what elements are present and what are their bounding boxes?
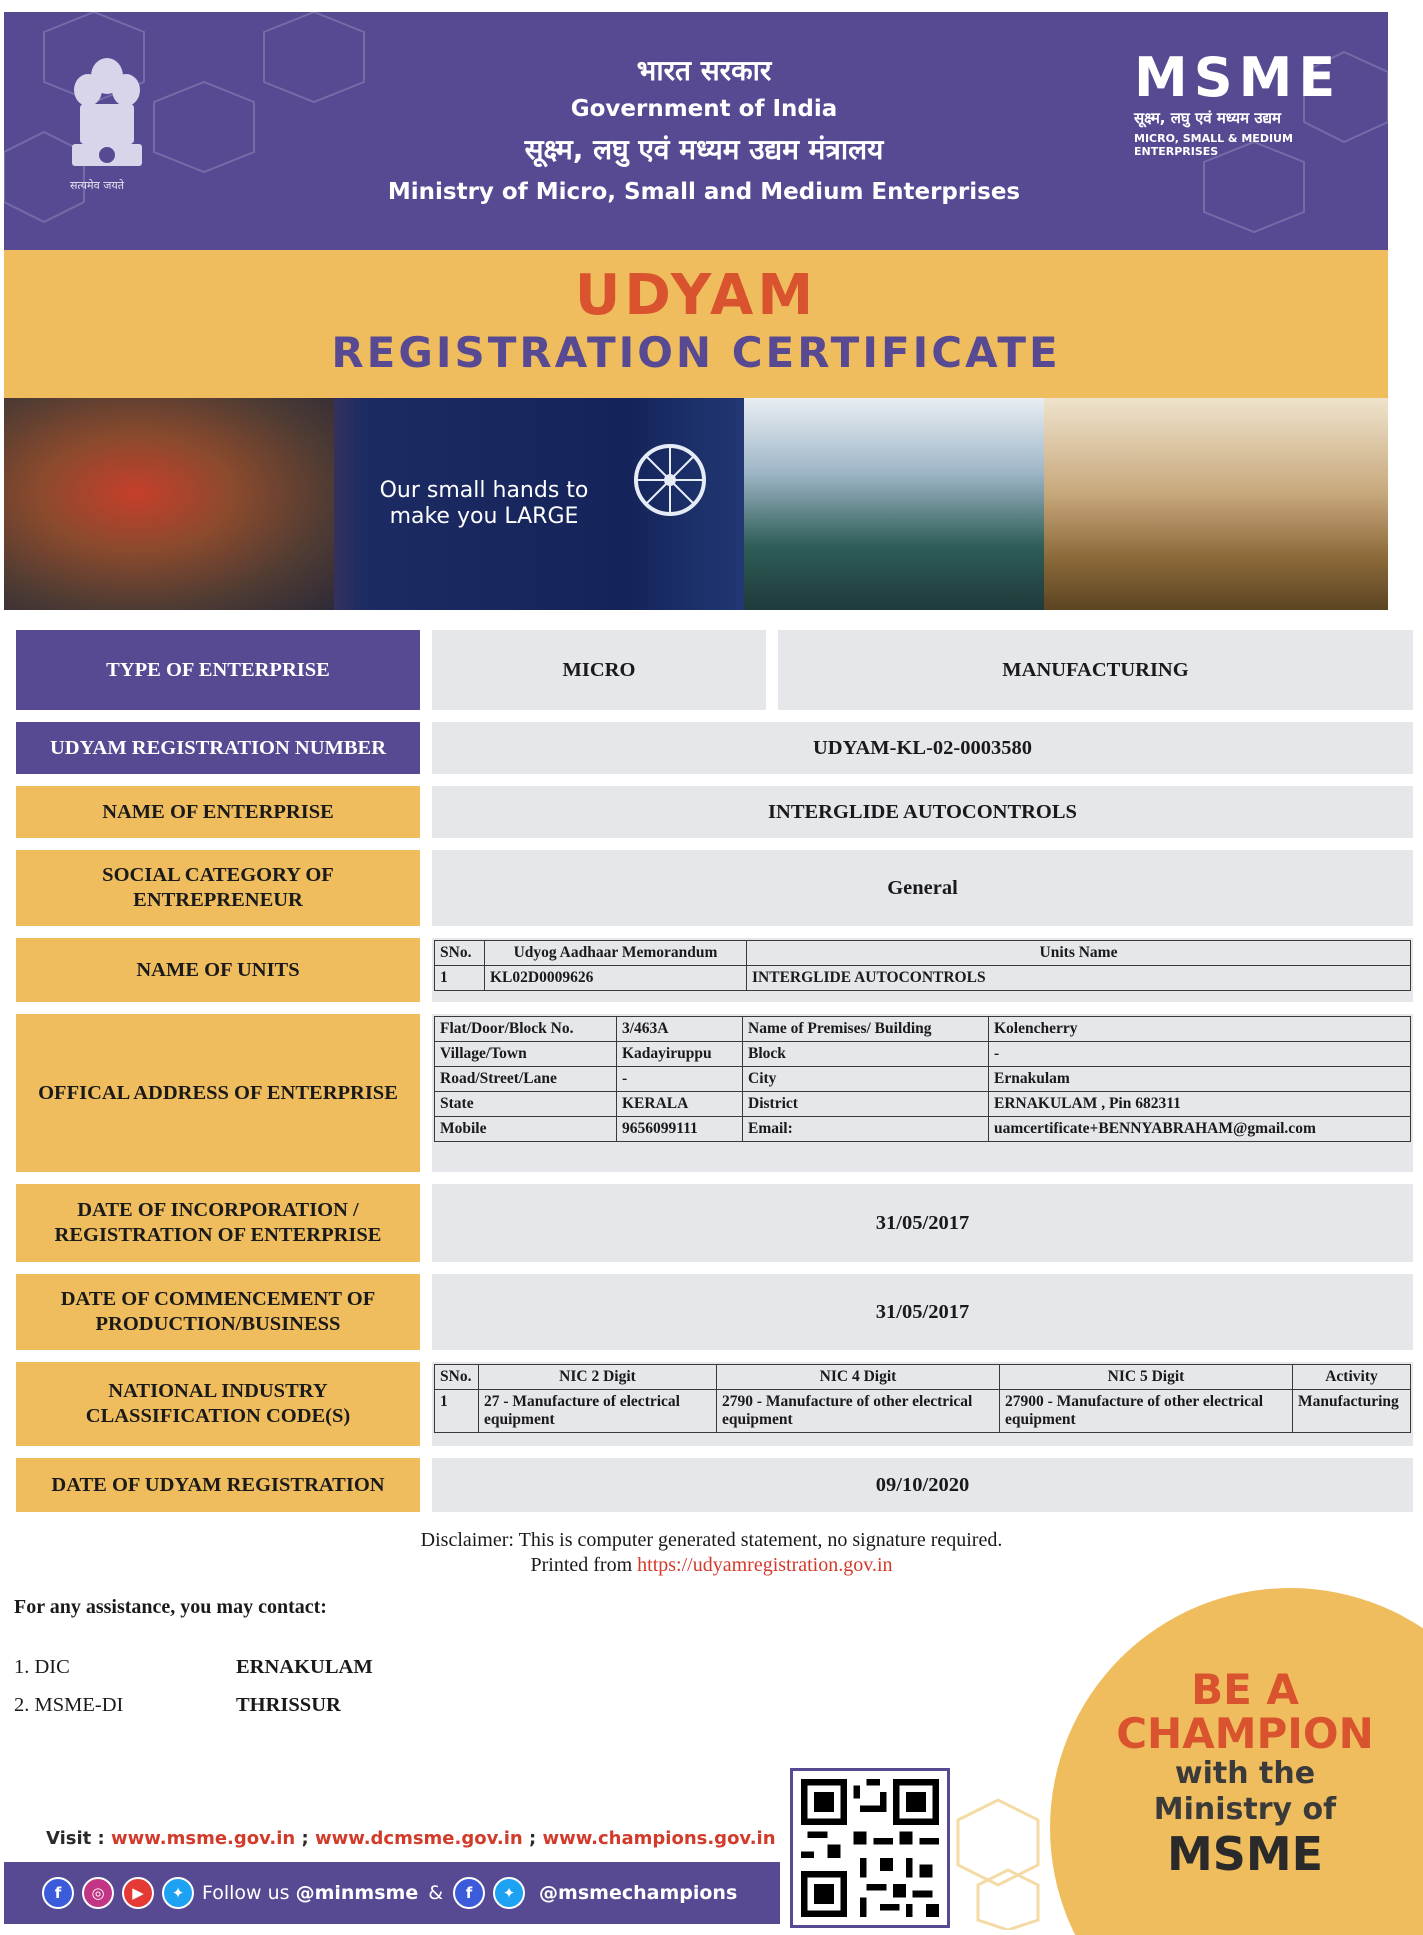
handle-minmsme[interactable]: @minmsme [295, 1882, 419, 1904]
units-header-name: Units Name [747, 941, 1411, 966]
registration-number-value: UDYAM-KL-02-0003580 [432, 722, 1413, 774]
nic-cell-5digit: 27900 - Manufacture of other electrical equipment [1000, 1390, 1293, 1433]
nic-codes-label: NATIONAL INDUSTRY CLASSIFICATION CODE(S) [16, 1362, 420, 1446]
address-key: District [743, 1092, 989, 1117]
twitter-icon[interactable]: ✦ [162, 1877, 194, 1909]
handle-msmechampions[interactable]: @msmechampions [539, 1882, 738, 1904]
table-row [435, 1117, 1411, 1142]
units-cell-uam: KL02D0009626 [485, 966, 747, 991]
address-key: Email: [743, 1117, 989, 1142]
dcmsme-site-link[interactable]: www.dcmsme.gov.in [314, 1828, 523, 1849]
address-value: - [617, 1067, 743, 1092]
units-cell-name: INTERGLIDE AUTOCONTROLS [747, 966, 1411, 991]
incorporation-date-label: DATE OF INCORPORATION / REGISTRATION OF ENTERPRISE [16, 1184, 420, 1262]
msme-logo [1134, 46, 1349, 158]
ministry-hindi-title: सूक्ष्म, लघु एवं मध्यम उद्यम मंत्रालय [524, 133, 884, 166]
nic-header-activity: Activity [1293, 1365, 1411, 1390]
units-table [434, 940, 1411, 991]
champions-site-link[interactable]: www.champions.gov.in [542, 1828, 776, 1849]
follow-label: Follow us [202, 1882, 290, 1904]
units-table-box [432, 938, 1413, 1002]
youtube-icon[interactable]: ▶ [122, 1877, 154, 1909]
udyam-date-value: 09/10/2020 [432, 1458, 1413, 1512]
incorporation-date-value: 31/05/2017 [432, 1184, 1413, 1262]
header-banner [4, 12, 1388, 250]
commencement-date-value: 31/05/2017 [432, 1274, 1413, 1350]
contact-row-msme-di [14, 1694, 341, 1717]
certificate-title: UDYAM [574, 263, 818, 328]
nic-cell-2digit: 27 - Manufacture of electrical equipment [479, 1390, 717, 1433]
office-photo [744, 398, 1044, 610]
visit-links: Visit : www.msme.gov.in ; www.dcmsme.gov.in ; www.champions.gov.in [46, 1828, 776, 1849]
enterprise-name-label: NAME OF ENTERPRISE [16, 786, 420, 838]
address-key: Road/Street/Lane [435, 1067, 617, 1092]
table-row [435, 966, 1411, 991]
address-table [434, 1016, 1411, 1142]
emblem-caption: सत्यमेव जयते [70, 179, 125, 192]
social-category-label: SOCIAL CATEGORY OF ENTREPRENEUR [16, 850, 420, 926]
msme-logo-subtitle: MICRO, SMALL & MEDIUM ENTERPRISES [1134, 132, 1293, 158]
contact-key: 2. MSME-DI [14, 1694, 124, 1716]
ampersand: & [428, 1882, 444, 1904]
enterprise-size-value: MICRO [432, 630, 766, 710]
table-row [435, 1067, 1411, 1092]
registration-number-label: UDYAM REGISTRATION NUMBER [16, 722, 420, 774]
nic-header-5digit: NIC 5 Digit [1000, 1365, 1293, 1390]
address-value: KERALA [617, 1092, 743, 1117]
address-value: Kolencherry [989, 1017, 1411, 1042]
banner-tagline [364, 478, 604, 530]
social-category-value: General [432, 850, 1413, 926]
qr-code [790, 1768, 950, 1928]
address-value: 9656099111 [617, 1117, 743, 1142]
nic-header-sno: SNo. [435, 1365, 479, 1390]
printed-from-label: Printed from [530, 1554, 633, 1576]
udyam-portal-link[interactable]: https://udyamregistration.gov.in [637, 1554, 893, 1576]
udyam-date-label: DATE OF UDYAM REGISTRATION [16, 1458, 420, 1512]
champion-line5: MSME [1166, 1827, 1324, 1881]
banner-tagline-line2: make you LARGE [389, 504, 579, 529]
qr-code-icon [801, 1779, 939, 1917]
contact-key: 1. DIC [14, 1656, 70, 1678]
twitter-icon[interactable]: ✦ [493, 1877, 525, 1909]
table-row [435, 1017, 1411, 1042]
assistance-heading: For any assistance, you may contact: [14, 1596, 327, 1618]
address-value: ERNAKULAM , Pin 682311 [989, 1092, 1411, 1117]
nic-table [434, 1364, 1411, 1433]
address-key: Block [743, 1042, 989, 1067]
champion-slogan [1090, 1665, 1400, 1881]
nic-table-box [432, 1362, 1413, 1446]
nic-cell-activity: Manufacturing [1293, 1390, 1411, 1433]
disclaimer-text: Disclaimer: This is computer generated statement, no signature required. [420, 1529, 1003, 1551]
banner-tagline-line1: Our small hands to [379, 478, 589, 503]
social-bar [4, 1862, 780, 1924]
nic-header-4digit: NIC 4 Digit [717, 1365, 1000, 1390]
units-header-row [435, 941, 1411, 966]
address-value: Kadayiruppu [617, 1042, 743, 1067]
disclaimer [0, 1528, 1423, 1578]
nic-cell-4digit: 2790 - Manufacture of other electrical equipment [717, 1390, 1000, 1433]
table-row [435, 1390, 1411, 1433]
address-value: - [989, 1042, 1411, 1067]
units-cell-sno: 1 [435, 966, 485, 991]
enterprise-activity-value: MANUFACTURING [778, 630, 1413, 710]
champion-line4: Ministry of [1153, 1792, 1337, 1827]
contact-row-dic [14, 1656, 373, 1679]
hexagon-decoration [948, 1790, 1058, 1930]
ashoka-chakra-icon [632, 442, 708, 518]
units-header-sno: SNo. [435, 941, 485, 966]
address-value: Ernakulam [989, 1067, 1411, 1092]
ministry-english-title: Ministry of Micro, Small and Medium Enterprises [387, 179, 1021, 205]
printed-from-line [0, 1553, 1423, 1578]
table-row [435, 1042, 1411, 1067]
nic-header-row [435, 1365, 1411, 1390]
certificate-subtitle: REGISTRATION CERTIFICATE [331, 328, 1061, 377]
visit-label: Visit : [46, 1828, 105, 1849]
government-title-block [344, 52, 1064, 212]
address-key: Name of Premises/ Building [743, 1017, 989, 1042]
msme-logo-hindi: सूक्ष्म, लघु एवं मध्यम उद्यम [1134, 109, 1281, 127]
address-table-box [432, 1014, 1413, 1172]
farm-photo [1044, 398, 1388, 610]
nic-cell-sno: 1 [435, 1390, 479, 1433]
address-key: State [435, 1092, 617, 1117]
champion-line2: CHAMPION [1116, 1709, 1374, 1758]
artisan-photo [4, 398, 334, 610]
contact-value: THRISSUR [236, 1694, 341, 1716]
certificate-title-band [4, 250, 1388, 398]
type-of-enterprise-label: TYPE OF ENTERPRISE [16, 630, 420, 710]
champion-line3: with the [1174, 1756, 1316, 1791]
enterprise-name-value: INTERGLIDE AUTOCONTROLS [432, 786, 1413, 838]
commencement-date-label: DATE OF COMMENCEMENT OF PRODUCTION/BUSINESS [16, 1274, 420, 1350]
facebook-icon[interactable]: f [42, 1877, 74, 1909]
email-value: uamcertificate+BENNYABRAHAM@gmail.com [989, 1117, 1411, 1142]
address-key: City [743, 1067, 989, 1092]
address-label: OFFICAL ADDRESS OF ENTERPRISE [16, 1014, 420, 1172]
champion-line1: BE A [1191, 1665, 1299, 1714]
msme-logo-word: MSME [1134, 46, 1342, 109]
address-key: Mobile [435, 1117, 617, 1142]
nic-header-2digit: NIC 2 Digit [479, 1365, 717, 1390]
msme-site-link[interactable]: www.msme.gov.in [111, 1828, 296, 1849]
promo-banner-image [4, 398, 1388, 610]
contact-value: ERNAKULAM [236, 1656, 373, 1678]
gov-hindi-title: भारत सरकार [636, 54, 772, 87]
facebook-icon[interactable]: f [453, 1877, 485, 1909]
gov-english-title: Government of India [570, 96, 838, 122]
units-header-uam: Udyog Aadhaar Memorandum [485, 941, 747, 966]
units-label: NAME OF UNITS [16, 938, 420, 1002]
instagram-icon[interactable]: ◎ [82, 1877, 114, 1909]
address-key: Village/Town [435, 1042, 617, 1067]
address-key: Flat/Door/Block No. [435, 1017, 617, 1042]
table-row [435, 1092, 1411, 1117]
address-value: 3/463A [617, 1017, 743, 1042]
